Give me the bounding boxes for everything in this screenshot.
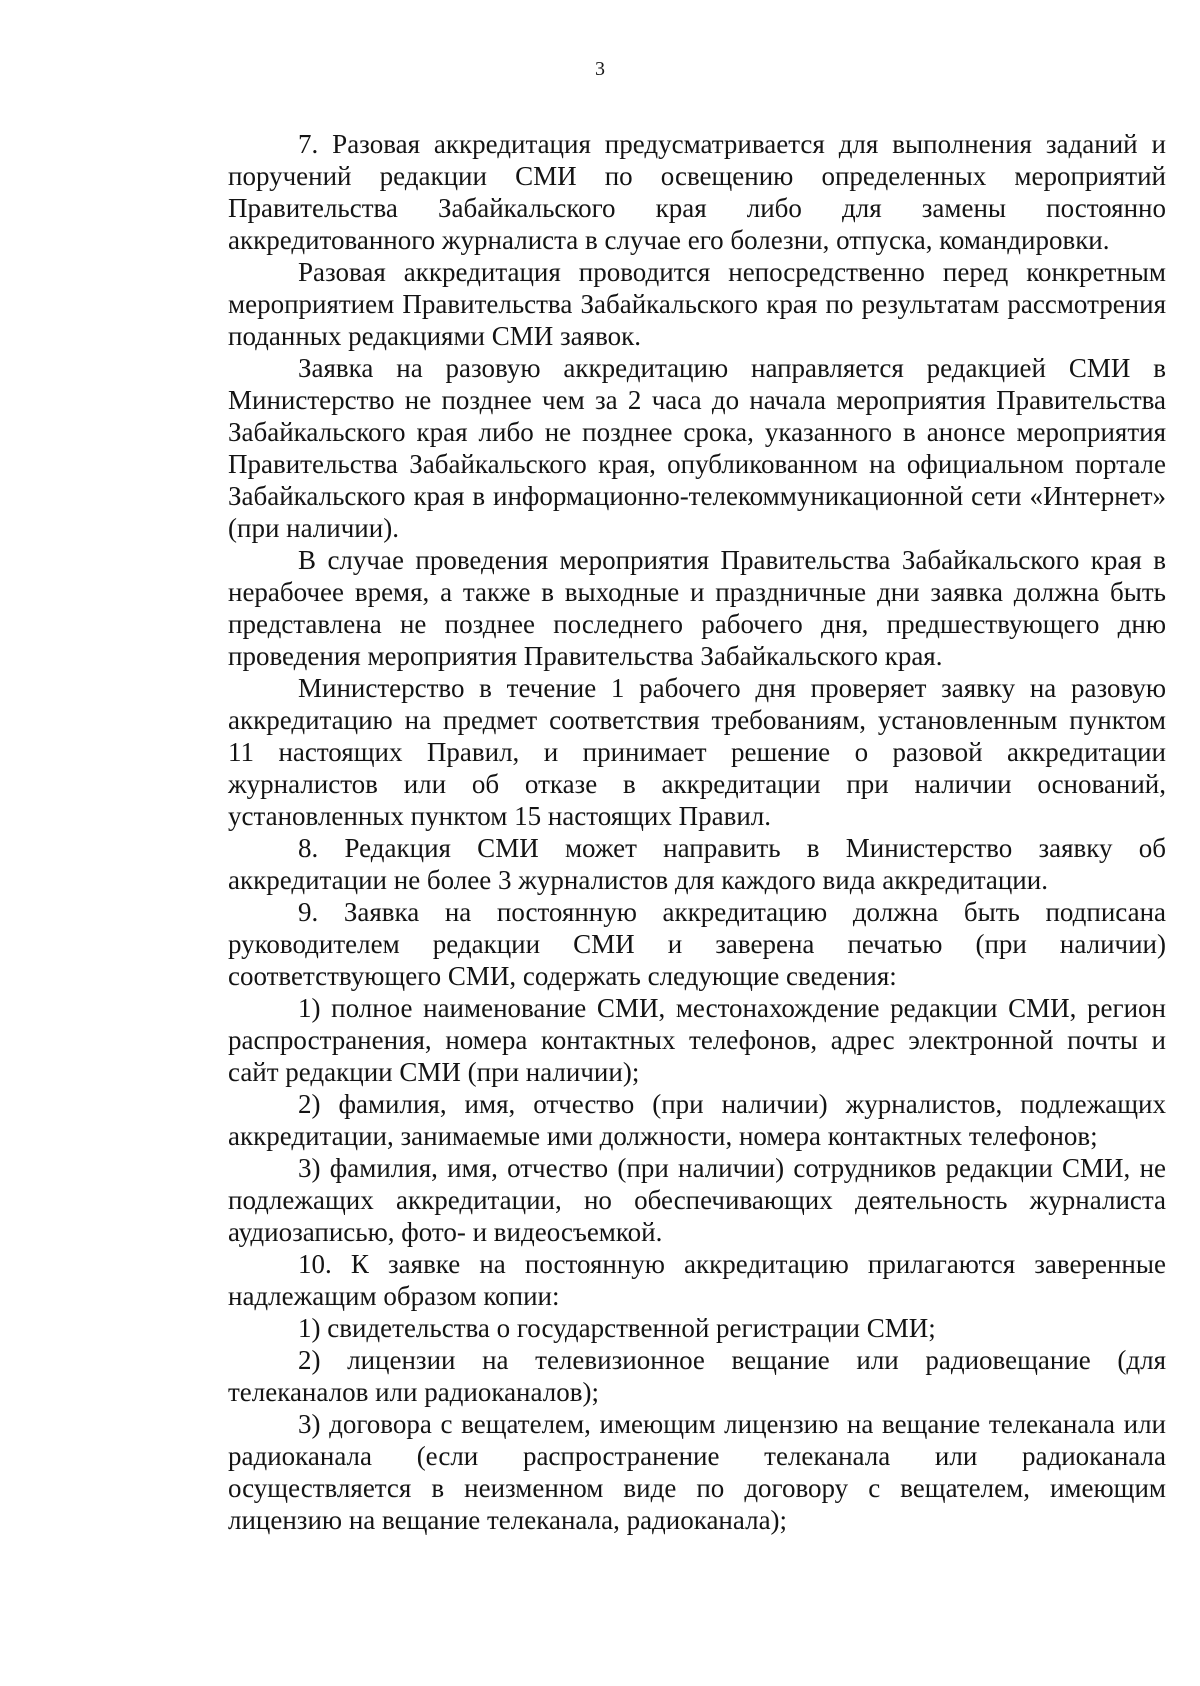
page-number: 3 bbox=[595, 58, 605, 80]
paragraph: 3) фамилия, имя, отчество (при наличии) сотрудников редакции СМИ, не подлежащих аккредитации, но обеспечивающих деятельность журналиста аудиозаписью, фото- и видеосъемкой. bbox=[228, 1153, 1166, 1247]
paragraph: В случае проведения мероприятия Правительства Забайкальского края в нерабочее время, а также в выходные и праздничные дни заявка должна быть представлена не позднее последнего рабочего дня, предшествующего дню проведения мероприятия Правительства Забайкальского края. bbox=[228, 545, 1166, 671]
paragraph: 7. Разовая аккредитация предусматривается для выполнения заданий и поручений редакции СМИ по освещению определенных мероприятий Правительства Забайкальского края либо для замены постоянно аккредитованного журналиста в случае его болезни, отпуска, командировки. bbox=[228, 129, 1166, 255]
paragraph: Разовая аккредитация проводится непосредственно перед конкретным мероприятием Правительства Забайкальского края по результатам рассмотрения поданных редакциями СМИ заявок. bbox=[228, 257, 1166, 351]
paragraph: Министерство в течение 1 рабочего дня проверяет заявку на разовую аккредитацию на предмет соответствия требованиям, установленным пунктом 11 настоящих Правил, и принимает решение о разовой аккредитации журналистов или об отказе в аккредитации при наличии оснований, установленных пунктом 15 настоящих Правил. bbox=[228, 673, 1166, 831]
paragraph: 2) лицензии на телевизионное вещание или радиовещание (для телеканалов или радиоканалов); bbox=[228, 1345, 1166, 1407]
document-body bbox=[228, 128, 1166, 1536]
paragraph: 8. Редакция СМИ может направить в Министерство заявку об аккредитации не более 3 журналистов для каждого вида аккредитации. bbox=[228, 833, 1166, 895]
paragraph: 3) договора с вещателем, имеющим лицензию на вещание телеканала или радиоканала (если распространение телеканала или радиоканала осуществляется в неизменном виде по договору с вещателем, имеющим лицензию на вещание телеканала, радиоканала); bbox=[228, 1409, 1166, 1535]
paragraph: 2) фамилия, имя, отчество (при наличии) журналистов, подлежащих аккредитации, занимаемые ими должности, номера контактных телефонов; bbox=[228, 1089, 1166, 1151]
paragraph: 9. Заявка на постоянную аккредитацию должна быть подписана руководителем редакции СМИ и заверена печатью (при наличии) соответствующего СМИ, содержать следующие сведения: bbox=[228, 897, 1166, 991]
paragraph: 1) полное наименование СМИ, местонахождение редакции СМИ, регион распространения, номера контактных телефонов, адрес электронной почты и сайт редакции СМИ (при наличии); bbox=[228, 993, 1166, 1087]
paragraph: 10. К заявке на постоянную аккредитацию прилагаются заверенные надлежащим образом копии: bbox=[228, 1249, 1166, 1311]
paragraph: 1) свидетельства о государственной регистрации СМИ; bbox=[298, 1313, 936, 1343]
paragraph: Заявка на разовую аккредитацию направляется редакцией СМИ в Министерство не позднее чем за 2 часа до начала мероприятия Правительства Забайкальского края либо не позднее срока, указанного в анонсе мероприятия Правительства Забайкальского края, опубликованном на официальном портале Забайкальского края в информационно-телекоммуникационной сети «Интернет» (при наличии). bbox=[228, 353, 1166, 543]
